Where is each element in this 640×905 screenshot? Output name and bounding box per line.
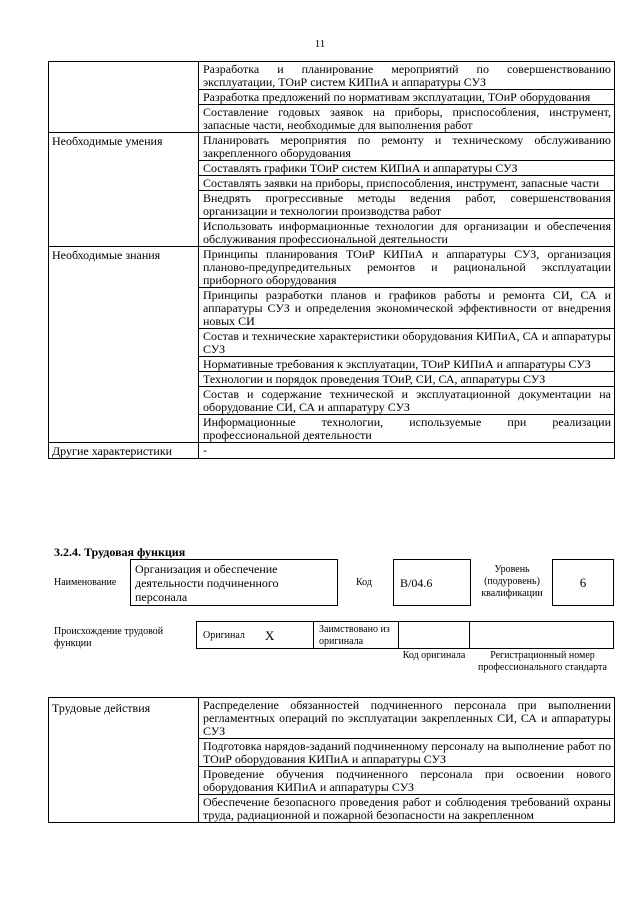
row-label-other: Другие характеристики [49, 443, 199, 459]
original-mark: X [265, 628, 275, 643]
table-row [49, 247, 615, 288]
table-cell: Распределение обязанностей подчиненного персонала при выполнении регламентных операций по эксплуатации закрепленных СИ, СА и аппаратуры СУЗ [199, 698, 615, 739]
reg-number-box [469, 621, 614, 649]
function-name-box [130, 559, 338, 606]
table-row [49, 443, 615, 459]
code-original-caption: Код оригинала [402, 650, 466, 661]
table-cell: - [199, 443, 615, 459]
origin-borrowed-box [313, 621, 399, 649]
code-original-box [398, 621, 470, 649]
origin-label: Происхождение трудовой функции [54, 626, 164, 649]
borrowed-label: Заимствовано из оригинала [319, 624, 390, 647]
labour-actions-table [48, 697, 615, 823]
table-row [49, 62, 615, 90]
origin-original-box [196, 621, 314, 649]
code-label: Код [356, 577, 372, 588]
table-cell: Нормативные требования к эксплуатации, ТОиР КИПиА и аппаратуры СУЗ [199, 357, 615, 372]
table-cell: Принципы планирования ТОиР КИПиА и аппаратуры СУЗ, организация планово-предупредительных ремонтов и рациональной эксплуатации приборного оборудования [199, 247, 615, 288]
page-number: 11 [314, 38, 326, 50]
original-label: Оригинал [203, 630, 245, 641]
table-cell: Принципы разработки планов и графиков работы и ремонта СИ, СА и аппаратуры СУЗ и определения экономической эффективности от внедрения новых СИ [199, 288, 615, 329]
table-cell: Состав и технические характеристики оборудования КИПиА, СА и аппаратуры СУЗ [199, 329, 615, 357]
table-cell: Использовать информационные технологии для организации и обеспечения обслуживания профессиональной деятельности [199, 219, 615, 247]
requirements-table [48, 61, 615, 459]
level-label: Уровень (подуровень) квалификации [481, 564, 543, 599]
table-row [49, 133, 615, 161]
section-title: 3.2.4. Трудовая функция [54, 545, 186, 559]
function-code-box [393, 559, 471, 606]
table-cell: Обеспечение безопасного проведения работ и соблюдения требований охраны труда, радиационной и пожарной безопасности на закрепленном [199, 795, 615, 823]
table-cell: Составлять заявки на приборы, приспособления, инструмент, запасные части [199, 176, 615, 191]
function-name-value: Организация и обеспечение деятельности подчиненного персонала [135, 562, 279, 604]
table-cell: Разработка и планирование мероприятий по совершенствованию эксплуатации, ТОиР систем КИПиА и аппаратуры СУЗ [199, 62, 615, 90]
table-cell: Разработка предложений по нормативам эксплуатации, ТОиР оборудования [199, 90, 615, 105]
table-cell: Состав и содержание технической и эксплуатационной документации на оборудование СИ, СА и аппаратуру СУЗ [199, 387, 615, 415]
table-cell: Планировать мероприятия по ремонту и техническому обслуживанию закрепленного оборудования [199, 133, 615, 161]
table-cell: Составление годовых заявок на приборы, приспособления, инструмент, запасные части, необходимые для выполнения работ [199, 105, 615, 133]
row-label [49, 62, 199, 133]
table-cell: Информационные технологии, используемые при реализации профессиональной деятельности [199, 415, 615, 443]
table-cell: Внедрять прогрессивные методы ведения работ, совершенствования организации и технологии производства работ [199, 191, 615, 219]
name-label: Наименование [54, 577, 117, 588]
table-cell: Составлять графики ТОиР систем КИПиА и аппаратуры СУЗ [199, 161, 615, 176]
row-label-actions: Трудовые действия [49, 698, 199, 823]
function-code-value: B/04.6 [400, 576, 433, 590]
table-cell: Технологии и порядок проведения ТОиР, СИ, СА, аппаратуры СУЗ [199, 372, 615, 387]
table-cell: Проведение обучения подчиненного персонала при освоении нового оборудования КИПиА и аппаратуры СУЗ [199, 767, 615, 795]
table-cell: Подготовка нарядов-заданий подчиненному персоналу на выполнение работ по ТОиР оборудования КИПиА и аппаратуры СУЗ [199, 739, 615, 767]
row-label-knowledge: Необходимые знания [49, 247, 199, 443]
function-level-box [552, 559, 614, 606]
row-label-skills: Необходимые умения [49, 133, 199, 247]
function-level-value: 6 [579, 575, 587, 590]
table-row [49, 698, 615, 739]
reg-number-caption: Регистрационный номер профессионального стандарта [478, 650, 607, 673]
